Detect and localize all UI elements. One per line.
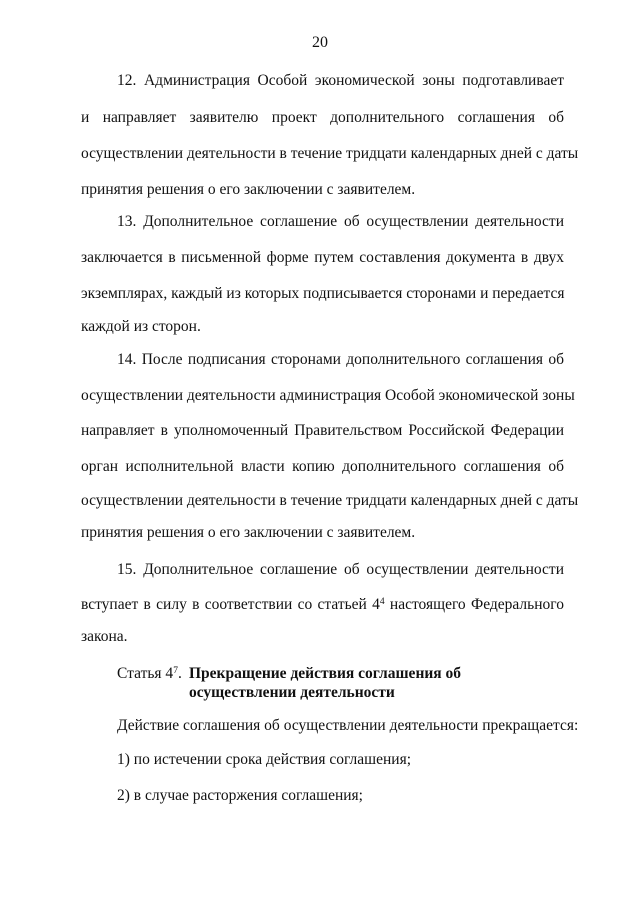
article-number — [117, 664, 182, 683]
article-title: Прекращение действия соглашения об осуществлении деятельности — [189, 665, 462, 701]
paragraph-line — [81, 595, 564, 615]
paragraph-line: направляет в уполномоченный Правительством Российской Федерации — [81, 422, 564, 439]
line-text: вступает в силу в соответствии со статьей 4 — [81, 596, 380, 613]
paragraph-line: заключается в письменной форме путем составления документа в двух — [81, 249, 564, 266]
paragraph-line: экземплярах, каждый из которых подписывается сторонами и передается — [81, 285, 565, 302]
paragraph-line: 13. Дополнительное соглашение об осуществлении деятельности — [117, 213, 564, 230]
body-line: Действие соглашения об осуществлении деятельности прекращается: — [117, 717, 579, 734]
paragraph-line: орган исполнительной власти копию дополнительного соглашения об — [81, 458, 564, 475]
body-line: 2) в случае расторжения соглашения; — [117, 787, 363, 804]
paragraph-line: осуществлении деятельности в течение тридцати календарных дней с даты — [81, 145, 579, 162]
superscript-index: 4 — [379, 597, 385, 607]
paragraph-line: каждой из сторон. — [81, 318, 201, 335]
paragraph-line: 14. После подписания сторонами дополнительного соглашения об — [117, 351, 564, 368]
paragraph-line: 15. Дополнительное соглашение об осуществлении деятельности — [117, 561, 564, 578]
article-label: Статья 4 — [117, 665, 174, 682]
article-label-superscript: 7 — [173, 666, 178, 676]
page-number: 20 — [312, 34, 328, 51]
paragraph-line: 12. Администрация Особой экономической зоны подготавливает — [117, 72, 564, 89]
paragraph-line: осуществлении деятельности в течение тридцати календарных дней с даты — [81, 492, 579, 509]
line-text: настоящего Федерального — [384, 596, 564, 613]
paragraph-line: закона. — [81, 628, 128, 645]
paragraph-line: принятия решения о его заключении с заявителем. — [81, 524, 416, 541]
paragraph-line: и направляет заявителю проект дополнительного соглашения об — [81, 109, 564, 126]
paragraph-line: осуществлении деятельности администрация Особой экономической зоны — [81, 387, 575, 404]
paragraph-line: принятия решения о его заключении с заявителем. — [81, 181, 416, 198]
body-line: 1) по истечении срока действия соглашения; — [117, 751, 412, 768]
article-label-suffix: . — [177, 665, 182, 682]
